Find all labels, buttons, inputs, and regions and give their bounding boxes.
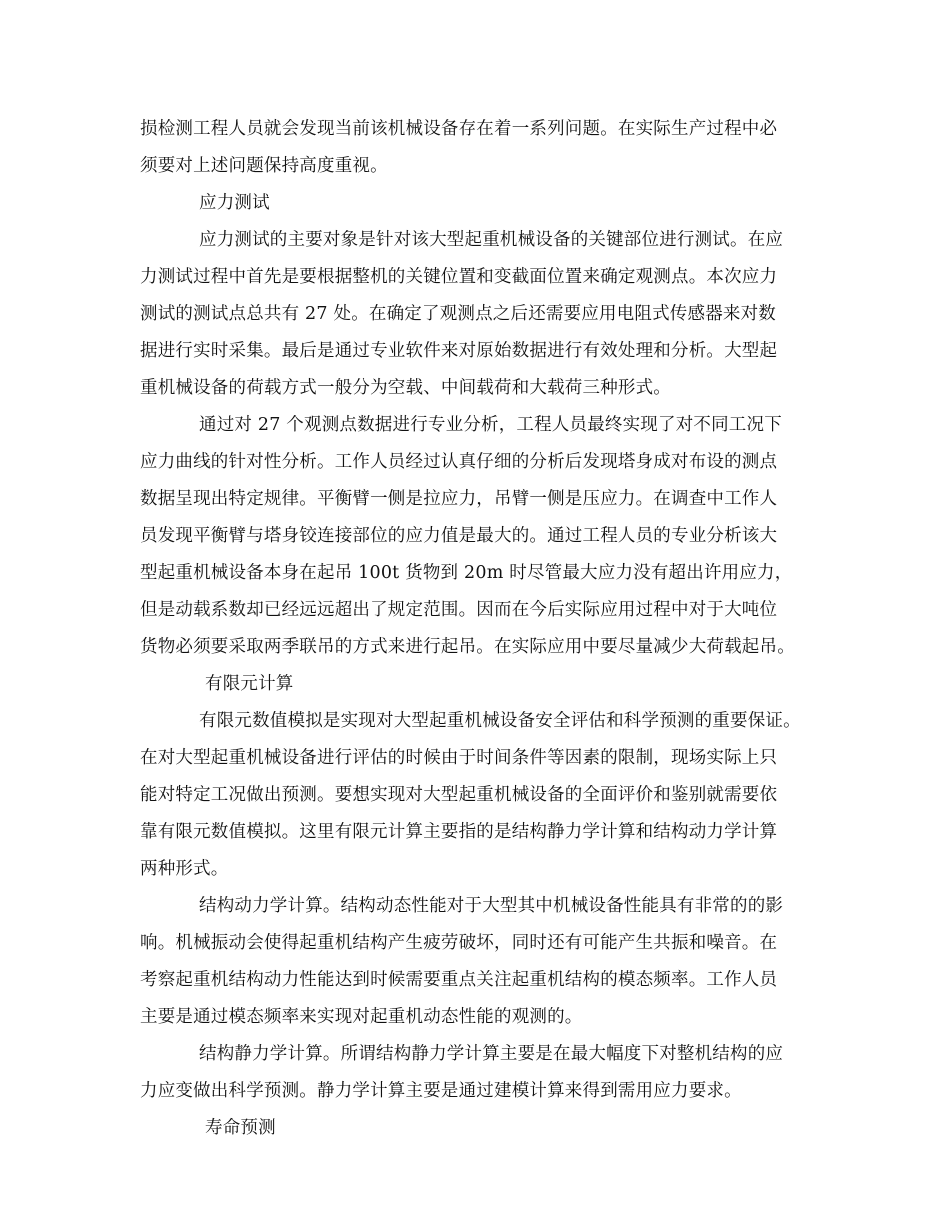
paragraph-line: 考察起重机结构动力性能达到时候需要重点关注起重机结构的模态频率。工作人员 — [140, 970, 778, 990]
paragraph-line: 货物必须要采取两季联吊的方式来进行起吊。在实际应用中要尽量减少大荷载起吊。 — [140, 637, 795, 657]
paragraph-line: 响。机械振动会使得起重机结构产生疲劳破坏，同时还有可能产生共振和噪音。在 — [140, 933, 778, 953]
paragraph-line: 须要对上述问题保持高度重视。 — [140, 156, 388, 176]
paragraph-line: 结构静力学计算。所谓结构静力学计算主要是在最大幅度下对整机结构的应 — [199, 1044, 784, 1064]
paragraph-line: 数据呈现出特定规律。平衡臂一侧是拉应力，吊臂一侧是压应力。在调查中工作人 — [140, 489, 778, 509]
paragraph-line: 损检测工程人员就会发现当前该机械设备存在着一系列问题。在实际生产过程中必 — [140, 119, 778, 139]
paragraph-line: 型起重机械设备本身在起吊 100t 货物到 20m 时尽管最大应力没有超出许用应力， — [140, 563, 793, 583]
paragraph-line: 有限元数值模拟是实现对大型起重机械设备安全评估和科学预测的重要保证。 — [199, 711, 801, 731]
paragraph-line: 应力测试的主要对象是针对该大型起重机械设备的关键部位进行测试。在应 — [199, 230, 784, 250]
paragraph-line: 据进行实时采集。最后是通过专业软件来对原始数据进行有效处理和分析。大型起 — [140, 341, 778, 361]
paragraph-line: 结构动力学计算。结构动态性能对于大型其中机械设备性能具有非常的的影 — [199, 896, 784, 916]
paragraph-line: 在对大型起重机械设备进行评估的时候由于时间条件等因素的限制，现场实际上只 — [140, 748, 778, 768]
paragraph-line: 主要是通过模态频率来实现对起重机动态性能的观测的。 — [140, 1007, 583, 1027]
section-heading-finite-element: 有限元计算 — [205, 674, 294, 694]
section-heading-stress-test: 应力测试 — [199, 193, 270, 213]
paragraph-line: 测试的测试点总共有 27 处。在确定了观测点之后还需要应用电阻式传感器来对数 — [140, 304, 776, 324]
section-heading-life-prediction: 寿命预测 — [205, 1118, 276, 1138]
paragraph-line: 但是动载系数却已经远远超出了规定范围。因而在今后实际应用过程中对于大吨位 — [140, 600, 778, 620]
paragraph-line: 靠有限元数值模拟。这里有限元计算主要指的是结构静力学计算和结构动力学计算 — [140, 822, 778, 842]
paragraph-line: 重机械设备的荷载方式一般分为空载、中间载荷和大载荷三种形式。 — [140, 378, 671, 398]
paragraph-line: 力测试过程中首先是要根据整机的关键位置和变截面位置来确定观测点。本次应力 — [140, 267, 778, 287]
paragraph-line: 能对特定工况做出预测。要想实现对大型起重机械设备的全面评价和鉴别就需要依 — [140, 785, 778, 805]
paragraph-line: 通过对 27 个观测点数据进行专业分析，工程人员最终实现了对不同工况下 — [199, 415, 782, 435]
paragraph-line: 两种形式。 — [140, 859, 229, 879]
paragraph-line: 应力曲线的针对性分析。工作人员经过认真仔细的分析后发现塔身成对布设的测点 — [140, 452, 778, 472]
paragraph-line: 力应变做出科学预测。静力学计算主要是通过建模计算来得到需用应力要求。 — [140, 1081, 742, 1101]
paragraph-line: 员发现平衡臂与塔身铰连接部位的应力值是最大的。通过工程人员的专业分析该大 — [140, 526, 778, 546]
